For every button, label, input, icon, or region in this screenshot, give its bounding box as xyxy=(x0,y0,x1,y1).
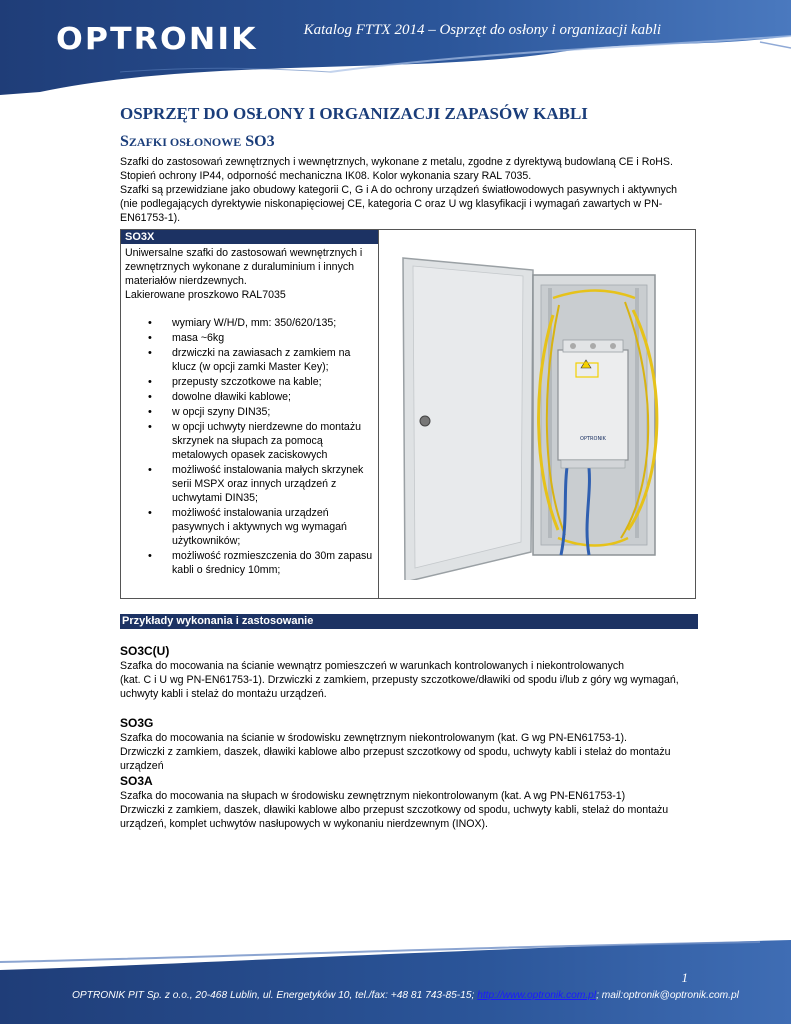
feature-item: • masa ~6kg xyxy=(125,331,375,345)
feature-item: • możliwość rozmieszczenia do 30m zapasu kabli o średnicy 10mm; xyxy=(125,549,375,577)
product-label: SO3X xyxy=(121,230,378,244)
example-description xyxy=(120,659,695,701)
feature-item: • możliwość instalowania małych skrzynek serii MSPX oraz innych urządzeń z uchwytami DIN35; xyxy=(125,463,375,505)
example-line: Drzwiczki z zamkiem, daszek, dławiki kablowe albo przepust szczotkowy od spodu, uchwyty kabli, stelaż do montażu urządzeń, komplet uchwytów nasłupowych w wykonaniu nierdzewnym (INOX). xyxy=(120,804,669,830)
catalog-title: Katalog FTTX 2014 – Osprzęt do osłony i organizacji kabli xyxy=(303,22,661,38)
feature-item: • dowolne dławiki kablowe; xyxy=(125,390,375,404)
example-line: Szafka do mocowania na ścianie wewnątrz pomieszczeń w warunkach kontrolowanych i niekontrolowanych xyxy=(120,660,625,672)
feature-item: • wymiary W/H/D, mm: 350/620/135; xyxy=(125,316,375,330)
example-line: Drzwiczki z zamkiem, daszek, dławiki kablowe albo przepust szczotkowy od spodu, uchwyty kabli i stelaż do montażu urządzeń xyxy=(120,746,671,772)
feature-list xyxy=(125,316,375,577)
feature-item: • możliwość instalowania urządzeń pasywnych i aktywnych wg wymagań użytkowników; xyxy=(125,506,375,548)
footer-contact xyxy=(72,990,739,1001)
inner-box-logo: OPTRONIK xyxy=(580,436,606,442)
cabinet-photo xyxy=(383,250,688,580)
page-footer xyxy=(0,940,791,1024)
feature-item: • przepusty szczotkowe na kable; xyxy=(125,375,375,389)
optronik-logo: OPTRONIK xyxy=(56,22,258,57)
example-title: SO3G xyxy=(120,716,154,730)
page-header xyxy=(0,0,791,95)
intro-text xyxy=(120,155,690,225)
example-line: Szafka do mocowania na słupach w środowisku zewnętrznym niekontrolowanym (kat. A wg PN-EN61753-1) xyxy=(120,790,626,802)
examples-section-bar: Przykłady wykonania i zastosowanie xyxy=(120,614,698,629)
section-subtitle xyxy=(120,133,275,151)
feature-item: • w opcji uchwyty nierdzewne do montażu skrzynek na słupach za pomocą metalowych opasek zaciskowych xyxy=(125,420,375,462)
subtitle-code: SO3 xyxy=(245,133,275,150)
example-line: (kat. C i U wg PN-EN61753-1). Drzwiczki z zamkiem, przepusty szczotkowe/dławiki od spodu i/lub z góry wg wymagań, uchwyty kabli i stelaż do montażu urządzeń. xyxy=(120,674,679,700)
example-description xyxy=(120,789,695,831)
product-box xyxy=(120,229,696,599)
example-title: SO3A xyxy=(120,774,153,788)
subtitle-initial: S xyxy=(120,133,129,150)
description-line: Uniwersalne szafki do zastosowań wewnętrznych i zewnętrznych wykonane z duraluminium i innych materiałów nierdzewnych. xyxy=(125,247,363,287)
example-title: SO3C(U) xyxy=(120,644,170,658)
website-link[interactable]: http://www.optronik.com.pl xyxy=(477,990,597,1001)
footer-banner xyxy=(0,940,791,1024)
page-title: OSPRZĘT DO OSŁONY I ORGANIZACJI ZAPASÓW KABLI xyxy=(120,104,588,123)
intro-paragraph: Szafki do zastosowań zewnętrznych i wewnętrznych, wykonane z metalu, zgodne z dyrektywą budowlaną CE i RoHS. Stopień ochrony IP44, odporność mechaniczna IK08. Kolor wykonania szary RAL 7035. xyxy=(120,156,673,182)
door-lock-icon xyxy=(420,416,430,426)
footer-mail: ; mail:optronik@optronik.com.pl xyxy=(596,990,739,1001)
feature-item: • drzwiczki na zawiasach z zamkiem na klucz (w opcji zamki Master Key); xyxy=(125,346,375,374)
box-divider xyxy=(378,230,379,598)
description-line: Lakierowane proszkowo RAL7035 xyxy=(125,289,286,301)
example-description xyxy=(120,731,695,773)
product-description xyxy=(125,246,375,578)
footer-company: OPTRONIK PIT Sp. z o.o., 20-468 Lublin, ul. Energetyków 10, tel./fax: +48 81 743-85-15; xyxy=(72,990,478,1001)
example-line: Szafka do mocowania na ścianie w środowisku zewnętrznym niekontrolowanym (kat. G wg PN-EN61753-1). xyxy=(120,732,627,744)
page-number: 1 xyxy=(681,970,688,985)
feature-item: • w opcji szyny DIN35; xyxy=(125,405,375,419)
intro-paragraph: Szafki są przewidziane jako obudowy kategorii C, G i A do ochrony urządzeń światłowodowych pasywnych i aktywnych (nie podlegających dyrektywie niskonapięciowej CE, kategoria C oraz U wg klasyfikacji i wymagań zawartych w PN-EN61753-1). xyxy=(120,184,678,224)
junction-box xyxy=(558,350,628,460)
subtitle-smallcaps: ZAFKI OSŁONOWE xyxy=(128,135,242,149)
